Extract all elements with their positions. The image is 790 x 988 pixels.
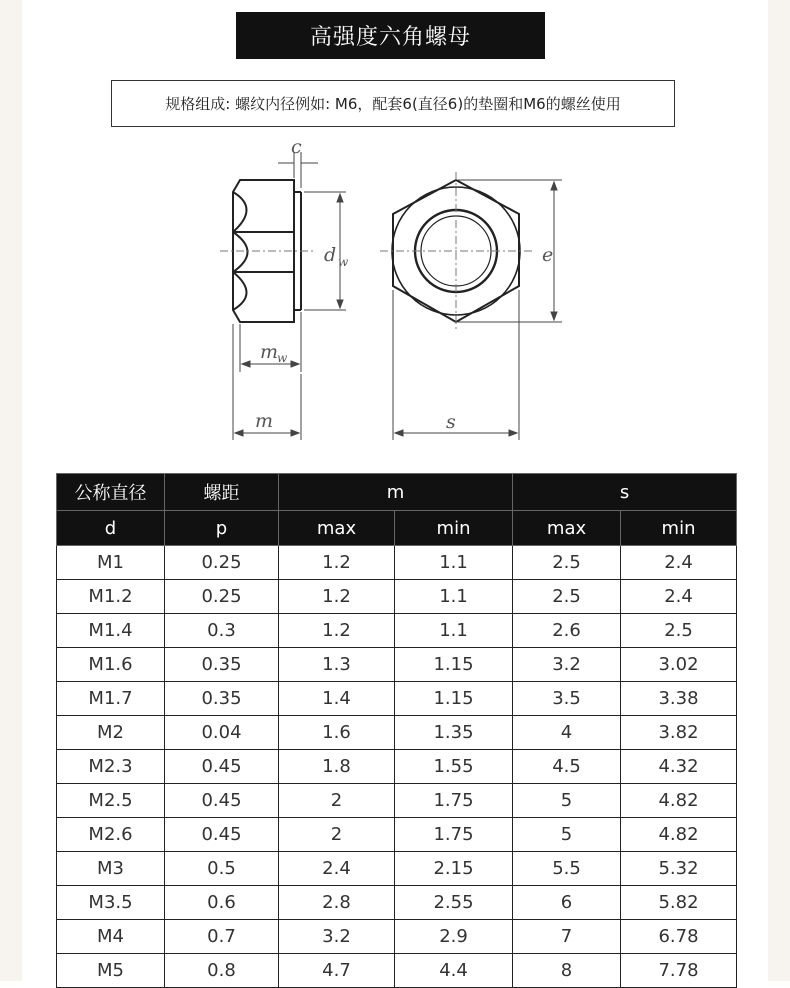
cell-m-min: 2.55 [395,886,513,920]
cell-m-max: 1.6 [279,716,395,750]
cell-m-min: 1.1 [395,546,513,580]
cell-m-max: 1.2 [279,546,395,580]
table-row [57,954,737,988]
cell-s-max: 2.5 [513,546,621,580]
table-row [57,886,737,920]
spec-note: 规格组成: 螺纹内径例如: M6，配套6(直径6)的垫圈和M6的螺丝使用 [111,80,675,127]
cell-d: M2.3 [57,750,165,784]
cell-d: M2.6 [57,818,165,852]
cell-p: 0.45 [165,784,279,818]
cell-d: M1.6 [57,648,165,682]
cell-m-max: 1.8 [279,750,395,784]
left-margin-strip [0,0,22,981]
dim-s-label: s [446,411,456,433]
cell-p: 0.45 [165,818,279,852]
table-row [57,682,737,716]
page-title: 高强度六角螺母 [236,12,545,59]
table-row [57,580,737,614]
subheader-m-max: max [279,511,395,546]
cell-m-max: 1.4 [279,682,395,716]
cell-d: M2 [57,716,165,750]
cell-d: M4 [57,920,165,954]
table-row [57,546,737,580]
cell-s-max: 2.5 [513,580,621,614]
right-margin-strip [768,0,790,981]
cell-s-max: 5.5 [513,852,621,886]
table-row [57,716,737,750]
cell-s-max: 4.5 [513,750,621,784]
dim-e-label: e [542,244,554,266]
cell-p: 0.5 [165,852,279,886]
table-row [57,818,737,852]
cell-p: 0.8 [165,954,279,988]
cell-d: M1.2 [57,580,165,614]
header-nominal-diameter: 公称直径 [57,474,165,511]
cell-p: 0.6 [165,886,279,920]
cell-p: 0.25 [165,580,279,614]
cell-s-min: 7.78 [621,954,737,988]
cell-m-min: 4.4 [395,954,513,988]
cell-s-min: 5.32 [621,852,737,886]
cell-s-max: 3.5 [513,682,621,716]
header-pitch: 螺距 [165,474,279,511]
cell-s-max: 8 [513,954,621,988]
cell-d: M3.5 [57,886,165,920]
cell-s-min: 2.4 [621,580,737,614]
cell-d: M1.4 [57,614,165,648]
cell-d: M2.5 [57,784,165,818]
cell-m-min: 1.15 [395,682,513,716]
cell-s-min: 3.82 [621,716,737,750]
cell-s-min: 4.82 [621,818,737,852]
subheader-s-max: max [513,511,621,546]
cell-m-min: 1.15 [395,648,513,682]
cell-s-max: 5 [513,818,621,852]
cell-s-max: 2.6 [513,614,621,648]
cell-m-min: 1.1 [395,580,513,614]
cell-s-min: 5.82 [621,886,737,920]
cell-s-min: 3.02 [621,648,737,682]
dim-dw-label: d [324,244,337,266]
table-header-row [57,474,737,511]
cell-m-max: 2.8 [279,886,395,920]
cell-p: 0.35 [165,648,279,682]
table-subheader-row [57,511,737,546]
cell-m-min: 2.9 [395,920,513,954]
cell-p: 0.7 [165,920,279,954]
cell-m-max: 2.4 [279,852,395,886]
cell-m-min: 1.1 [395,614,513,648]
dim-dw-subscript: w [338,255,349,269]
cell-s-max: 6 [513,886,621,920]
cell-p: 0.25 [165,546,279,580]
cell-m-max: 1.2 [279,614,395,648]
cell-p: 0.35 [165,682,279,716]
dim-m-label: m [255,410,274,432]
subheader-p: p [165,511,279,546]
header-s-group: s [513,474,737,511]
table-row [57,852,737,886]
cell-s-max: 7 [513,920,621,954]
cell-m-min: 1.55 [395,750,513,784]
table-body [57,546,737,988]
cell-s-min: 4.32 [621,750,737,784]
spec-table [56,473,737,988]
cell-m-max: 4.7 [279,954,395,988]
table-row [57,614,737,648]
cell-s-max: 5 [513,784,621,818]
dim-mw-label: m [260,341,279,363]
cell-d: M5 [57,954,165,988]
cell-s-min: 3.38 [621,682,737,716]
nut-technical-drawing [200,132,600,447]
table-row [57,920,737,954]
dim-c-label: c [291,136,302,158]
cell-s-min: 2.5 [621,614,737,648]
cell-s-min: 2.4 [621,546,737,580]
cell-m-min: 1.75 [395,784,513,818]
cell-m-min: 1.75 [395,818,513,852]
cell-m-min: 2.15 [395,852,513,886]
cell-s-max: 3.2 [513,648,621,682]
cell-m-max: 3.2 [279,920,395,954]
cell-s-max: 4 [513,716,621,750]
table-row [57,648,737,682]
cell-s-min: 6.78 [621,920,737,954]
table-row [57,750,737,784]
cell-s-min: 4.82 [621,784,737,818]
subheader-d: d [57,511,165,546]
cell-m-max: 1.3 [279,648,395,682]
cell-m-min: 1.35 [395,716,513,750]
cell-d: M1.7 [57,682,165,716]
table-row [57,784,737,818]
header-m-group: m [279,474,513,511]
cell-m-max: 1.2 [279,580,395,614]
subheader-s-min: min [621,511,737,546]
cell-p: 0.45 [165,750,279,784]
cell-p: 0.3 [165,614,279,648]
cell-d: M1 [57,546,165,580]
subheader-m-min: min [395,511,513,546]
cell-m-max: 2 [279,818,395,852]
cell-d: M3 [57,852,165,886]
cell-p: 0.04 [165,716,279,750]
dim-mw-subscript: w [277,351,288,365]
cell-m-max: 2 [279,784,395,818]
